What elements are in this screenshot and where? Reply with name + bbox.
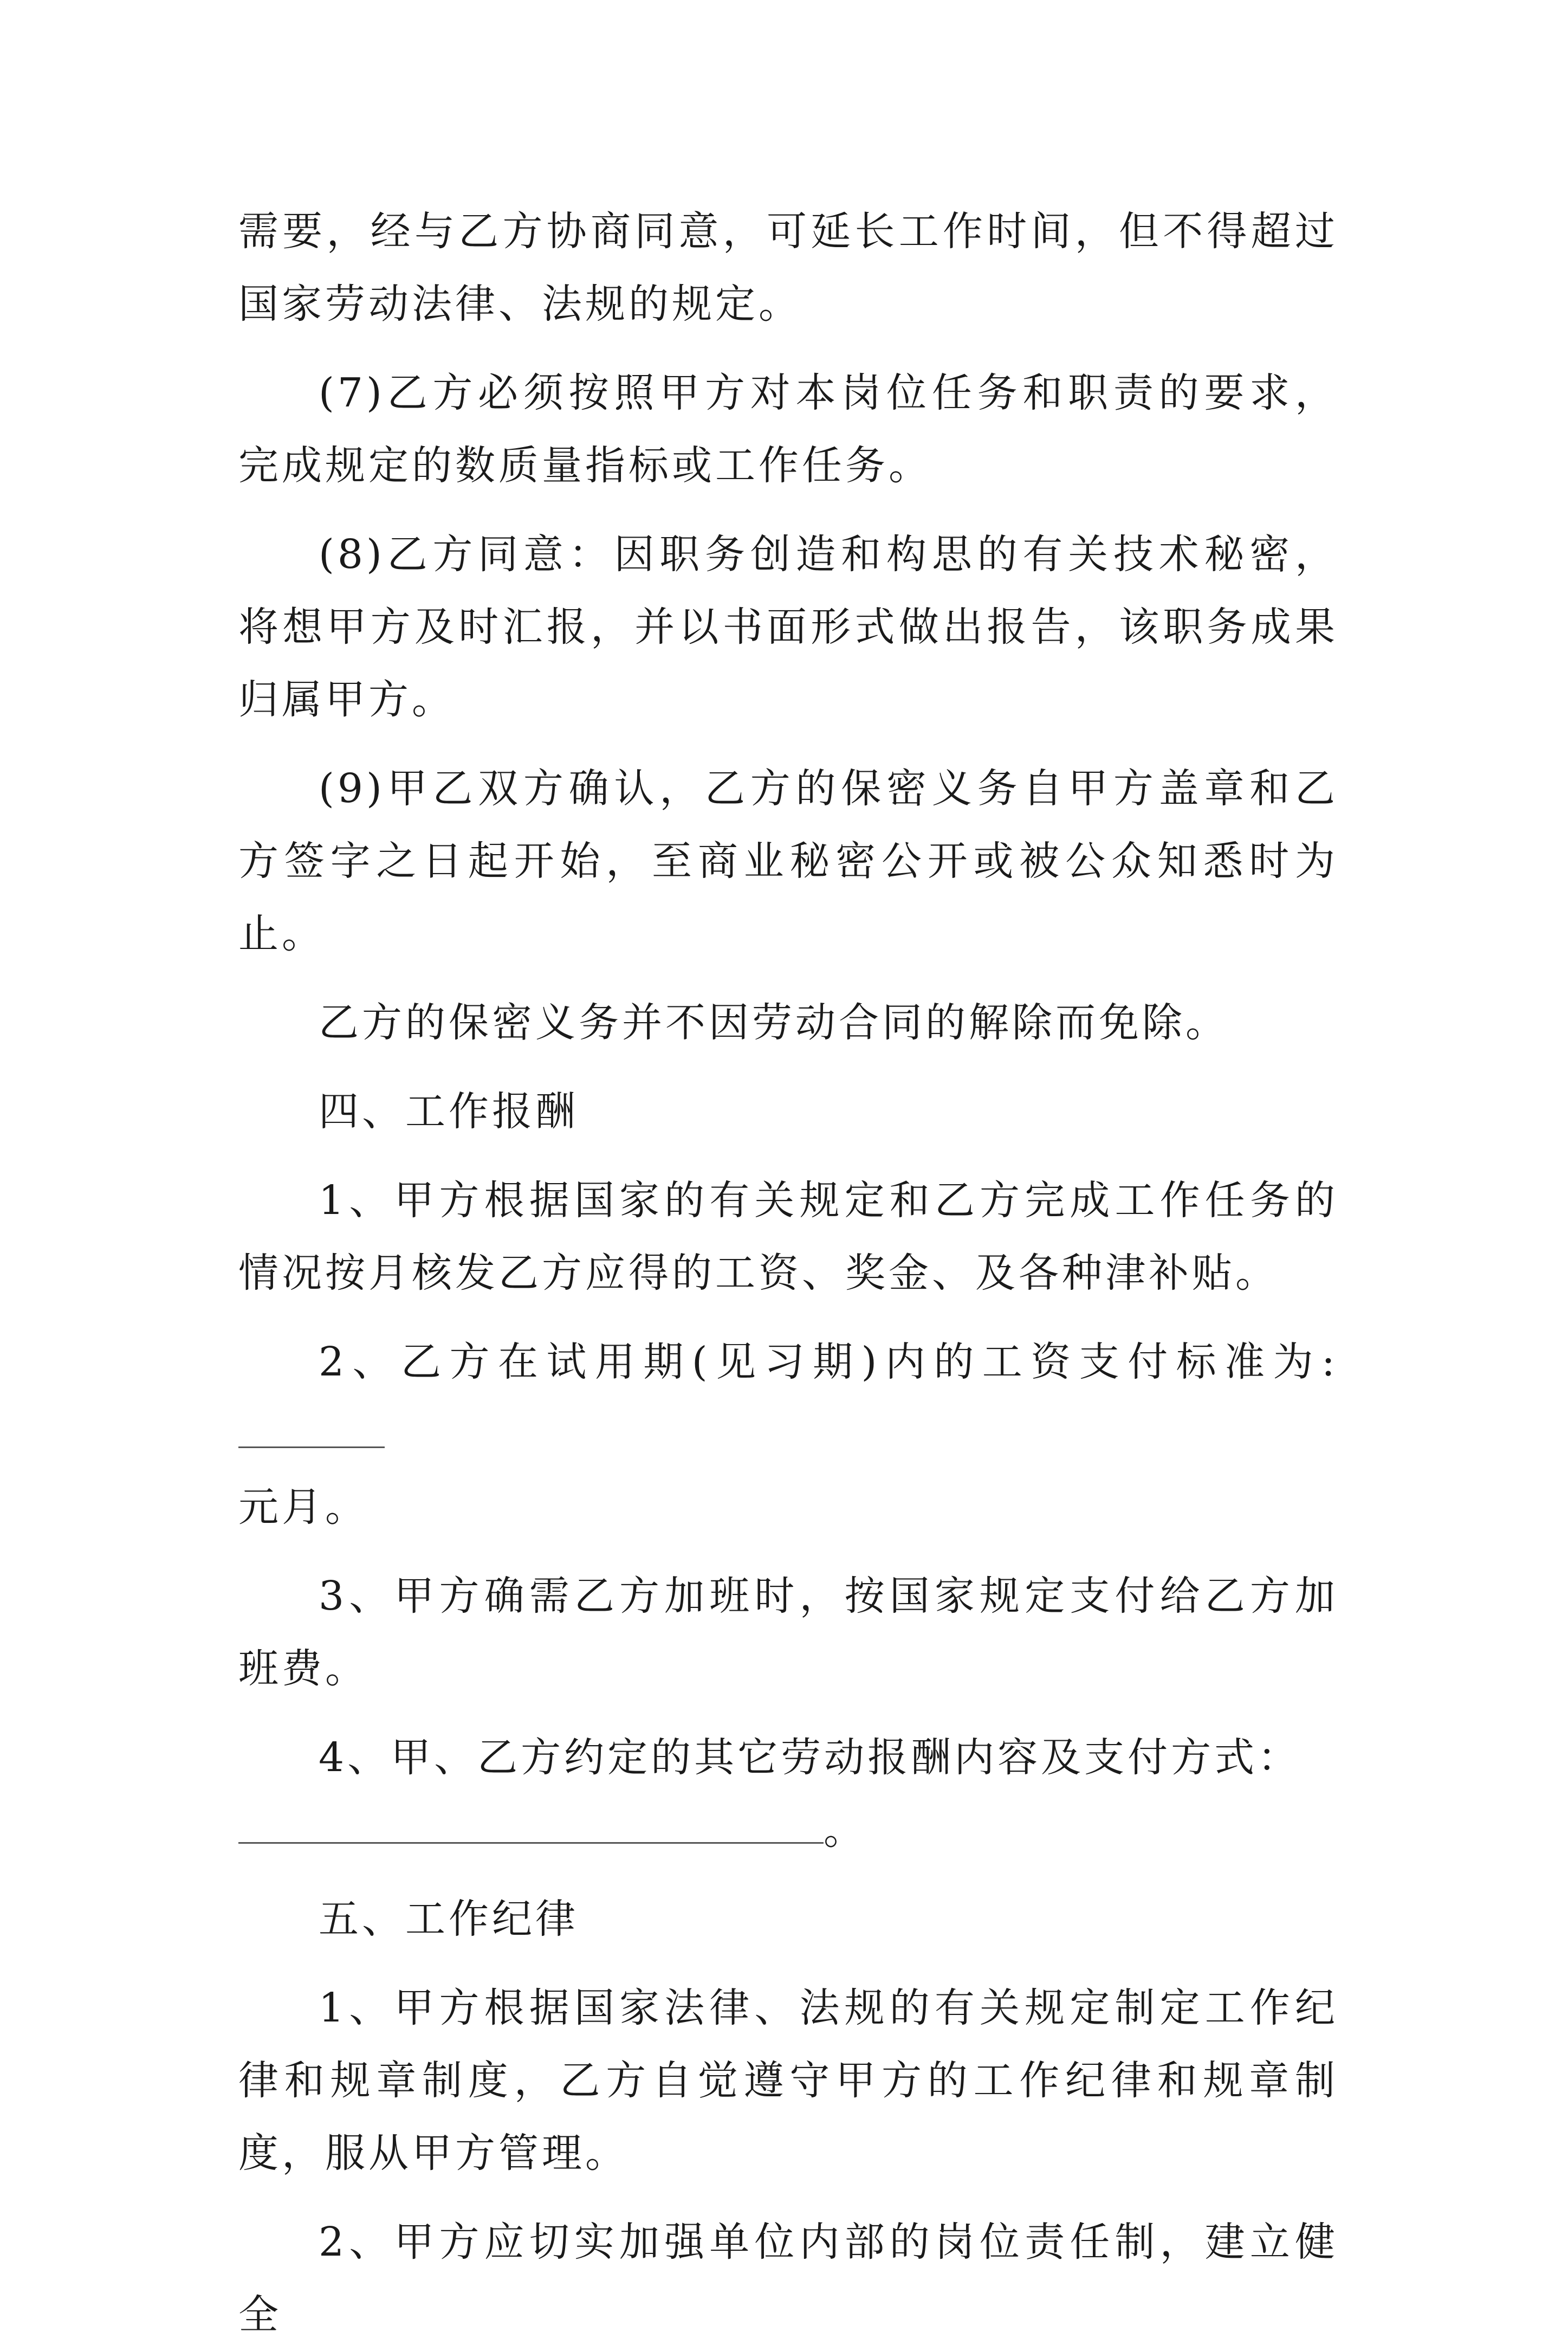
confidentiality-note: 乙方的保密义务并不因劳动合同的解除而免除。	[319, 999, 1229, 1046]
document-body	[238, 195, 1338, 2351]
discipline-item-2: 2、甲方应切实加强单位内部的岗位责任制，建立健全	[238, 2219, 1338, 2338]
paragraph-continuation: 需要，经与乙方协商同意，可延长工作时间，但不得超过国家劳动法律、法规的规定。	[238, 208, 1338, 327]
remuneration-item-4-end: 。	[824, 1807, 867, 1853]
clause-7: (7)乙方必须按照甲方对本岗位任务和职责的要求，完成规定的数质量指标或工作任务。	[238, 370, 1338, 489]
remuneration-item-4: 4、甲、乙方约定的其它劳动报酬内容及支付方式：	[319, 1734, 1301, 1781]
remuneration-item-3: 3、甲方确需乙方加班时，按国家规定支付给乙方加班费。	[238, 1573, 1338, 1692]
clause-9: (9)甲乙双方确认，乙方的保密义务自甲方盖章和乙方签字之日起开始，至商业秘密公开或被公众知悉时为止。	[238, 765, 1338, 957]
other-remuneration-blank[interactable]	[238, 1842, 824, 1844]
probation-salary-blank[interactable]	[238, 1446, 385, 1448]
remuneration-item-4-blank-line	[238, 1794, 1338, 1866]
remuneration-item-2	[238, 1326, 1338, 1543]
remuneration-item-2-text: 2、乙方在试用期(见习期)内的工资支付标准为:	[319, 1339, 1338, 1385]
section-heading-discipline: 五、工作纪律	[319, 1896, 579, 1942]
remuneration-item-1: 1、甲方根据国家的有关规定和乙方完成工作任务的情况按月核发乙方应得的工资、奖金、及各种津补贴。	[238, 1177, 1338, 1296]
section-heading-remuneration: 四、工作报酬	[319, 1088, 579, 1135]
discipline-item-1: 1、甲方根据国家法律、法规的有关规定制定工作纪律和规章制度，乙方自觉遵守甲方的工作纪律和规章制度，服从甲方管理。	[238, 1985, 1338, 2176]
remuneration-item-2-unit: 元月。	[238, 1484, 368, 1530]
clause-8: (8)乙方同意：因职务创造和构思的有关技术秘密，将想甲方及时汇报，并以书面形式做出报告，该职务成果归属甲方。	[238, 531, 1338, 723]
